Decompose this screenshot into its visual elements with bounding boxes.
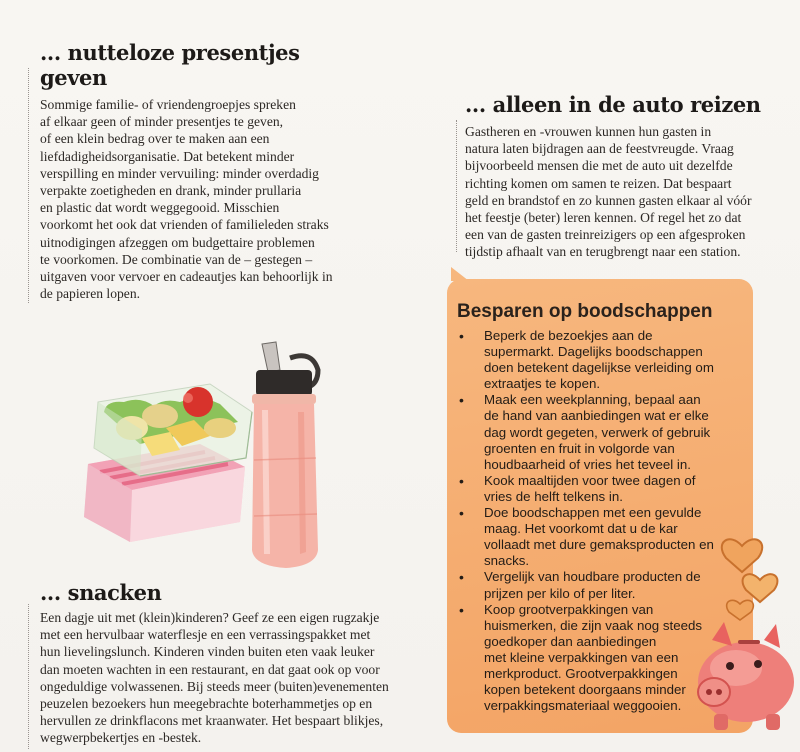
savings-list bbox=[457, 328, 714, 714]
text-line: de papieren lopen. bbox=[40, 286, 141, 302]
text-line: de hand van aanbiedingen wat er elke bbox=[484, 408, 709, 424]
text-line: of een klein bedrag over te maken aan een bbox=[40, 131, 270, 147]
text-line: merkproduct. Grootverpakkingen bbox=[484, 665, 678, 681]
section-car bbox=[465, 92, 785, 261]
dotted-rule bbox=[28, 68, 29, 303]
list-item bbox=[457, 505, 714, 569]
text-line: verspilling en minder vervuiling: minder overdadig bbox=[40, 165, 319, 181]
text-line: voorkomt het ook dat vrienden of familieleden straks bbox=[40, 217, 329, 233]
text-line: prijzen per kilo of per liter. bbox=[484, 585, 636, 601]
text-line: Een dagje uit met (klein)kinderen? Geef ze een eigen rugzakje bbox=[40, 610, 380, 625]
text-line: supermarkt. Dagelijks boodschappen bbox=[484, 344, 703, 360]
savings-title: Besparen op boodschappen bbox=[457, 301, 713, 322]
text-line: af elkaar geen of minder presentjes te geven, bbox=[40, 114, 284, 130]
dotted-rule bbox=[28, 604, 29, 749]
text-line: liefdadigheidsorganisatie. Dat betekent minder bbox=[40, 148, 295, 164]
section-heading: ... snacken bbox=[40, 580, 162, 605]
text-line: • Vergelijk van houdbare producten de bbox=[484, 569, 701, 585]
heart-coin-icons bbox=[712, 518, 792, 628]
text-line: geld en brandstof en zo kunnen gasten elkaar al vóór bbox=[465, 192, 752, 208]
text-line: • Koop grootverpakkingen van bbox=[484, 601, 654, 617]
text-line: wegwerpbekertjes en -bestek. bbox=[40, 730, 202, 746]
text-line: uitnodigingen afzeggen om budgettaire problemen bbox=[40, 234, 315, 250]
text-line: een van de gasten treinreizigers op een afgesproken bbox=[465, 227, 746, 243]
text-line: extraatjes te kopen. bbox=[484, 376, 601, 392]
text-line: met een hervulbaar waterflesje en een verrassingspakket met bbox=[40, 627, 371, 643]
list-item bbox=[457, 328, 714, 392]
water-bottle-illustration bbox=[242, 340, 332, 575]
section-body bbox=[40, 96, 340, 302]
text-line: maag. Het voorkomt dat u de kar bbox=[484, 521, 678, 537]
list-item bbox=[457, 392, 714, 472]
text-line: kopen betekent doorgaans minder bbox=[484, 682, 686, 698]
section-body bbox=[465, 123, 785, 261]
section-gifts bbox=[40, 40, 340, 302]
section-heading: ... nutteloze presentjes geven bbox=[40, 40, 300, 90]
text-line: het feestje (beter) leren kennen. Of regel het zo dat bbox=[465, 210, 742, 226]
text-line: Sommige familie- of vriendengroepjes spreken bbox=[40, 97, 296, 112]
list-item bbox=[457, 602, 714, 715]
section-body bbox=[40, 609, 420, 747]
section-heading: ... alleen in de auto reizen bbox=[465, 92, 761, 117]
text-line: doen betekent dagelijkse verleiding om bbox=[484, 360, 714, 376]
text-line: te voorkomen. De combinatie van de – gestegen – bbox=[40, 251, 313, 267]
list-item bbox=[457, 473, 714, 505]
text-line: en plastic dat wordt weggegooid. Misschien bbox=[40, 200, 280, 216]
text-line: • Kook maaltijden voor twee dagen of bbox=[484, 472, 696, 488]
text-line: dan moeten wachten in een restaurant, en dat gaat ook op voor bbox=[40, 661, 380, 677]
text-line: verpakkingsmateriaal weggooien. bbox=[484, 698, 682, 714]
text-line: • Doe boodschappen met een gevulde bbox=[484, 505, 702, 521]
text-line: Gastheren en -vrouwen kunnen hun gasten in bbox=[465, 124, 712, 139]
text-line: goedkoper dan aanbiedingen bbox=[484, 633, 657, 649]
text-line: met kleine verpakkingen van een bbox=[484, 649, 679, 665]
text-line: bijvoorbeeld mensen die met de auto uit dezelfde bbox=[465, 158, 733, 174]
dotted-rule bbox=[456, 120, 457, 252]
text-line: verpakte zoetigheden en drank, minder prullaria bbox=[40, 183, 302, 199]
text-line: huismerken, die zijn vaak nog steeds bbox=[484, 617, 703, 633]
text-line: natura laten bijdragen aan de feestvreugde. Vraag bbox=[465, 141, 734, 157]
text-line: vries de helft telkens in. bbox=[484, 488, 623, 504]
text-line: uitgaven voor vervoer en cadeautjes kan behoorlijk in bbox=[40, 269, 333, 285]
text-line: hun lievelingslunch. Kinderen vinden buiten eten vaak leuker bbox=[40, 644, 375, 660]
section-snack bbox=[40, 580, 420, 747]
text-line: houdbaarheid of vries het teveel in. bbox=[484, 456, 691, 472]
text-line: groenten en fruit in volgorde van bbox=[484, 440, 675, 456]
text-line: tijdstip afhaalt van en terugbrengt naar een station. bbox=[465, 244, 741, 260]
text-line: • Beperk de bezoekjes aan de bbox=[484, 328, 653, 343]
text-line: snacks. bbox=[484, 553, 530, 569]
text-line: • Maak een weekplanning, bepaal aan bbox=[484, 392, 701, 408]
text-line: ongeduldige volwassenen. Bij steeds meer (buiten)evenementen bbox=[40, 678, 389, 694]
text-line: dag wordt gegeten, verwerk of gebruik bbox=[484, 424, 711, 440]
lunchbox-illustration bbox=[70, 372, 260, 547]
text-line: richting komen om samen te reizen. Dat bespaart bbox=[465, 175, 732, 191]
text-line: peuzelen bezoekers hun meegebrachte boterhammetjes op en bbox=[40, 696, 373, 712]
piggy-bank-illustration bbox=[684, 618, 800, 738]
text-line: hervullen ze drinkflacons met kraanwater. Het bespaart blikjes, bbox=[40, 713, 384, 729]
text-line: vollaadt met dure gemaksproducten en bbox=[484, 537, 714, 553]
list-item bbox=[457, 569, 714, 601]
